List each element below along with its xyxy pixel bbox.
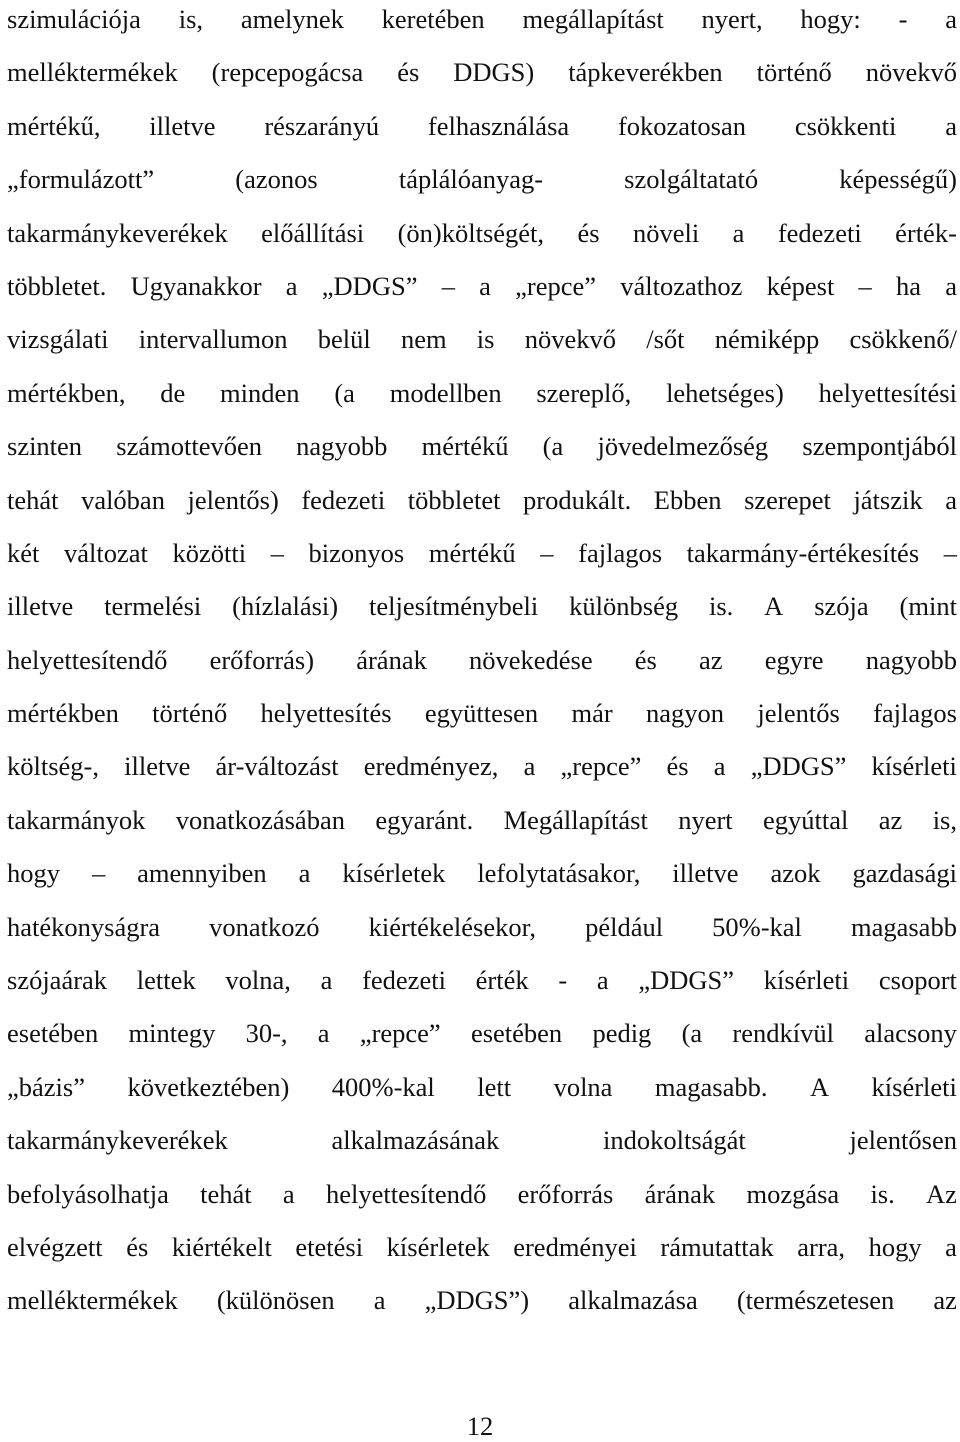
text-line (7, 854, 957, 907)
word: eredményei (513, 1231, 637, 1262)
text-line (7, 427, 957, 480)
word: kísérleti (871, 751, 957, 782)
word: nagyobb (296, 431, 388, 462)
word: „DDGS”) (424, 1285, 530, 1316)
word: hatékonyságra (7, 911, 161, 942)
word: intervallumon (138, 324, 288, 355)
word: növekedése (469, 644, 593, 675)
text-line (7, 107, 957, 160)
word: nyert (678, 804, 733, 835)
word: megállapítást (522, 4, 664, 34)
word: szójaárak (7, 965, 108, 996)
word: takarmánykeverékek (7, 1125, 228, 1156)
word: fajlagos (578, 537, 663, 568)
word: 400%-kal (331, 1071, 435, 1102)
word: nagyobb (865, 644, 957, 675)
word: jelentős (757, 698, 840, 729)
word: „DDGS” (750, 751, 847, 782)
word: hogy: (800, 4, 861, 34)
word: mozgása (746, 1178, 840, 1209)
word: lehetséges) (666, 377, 784, 408)
word: volna (553, 1071, 613, 1102)
word: pedig (592, 1018, 652, 1049)
word: amennyiben (137, 858, 267, 889)
word: helyettesítés (260, 698, 392, 729)
word: a (479, 270, 491, 301)
word: és (397, 57, 420, 88)
word: alkalmazásának (331, 1125, 500, 1156)
word: tehát (200, 1178, 252, 1209)
word: már (571, 698, 613, 729)
word: illetve (7, 591, 74, 622)
word: növeli (632, 217, 700, 248)
word: az (933, 1285, 957, 1316)
word: belül (317, 324, 371, 355)
text-line (7, 214, 957, 267)
word: is. (870, 1178, 895, 1209)
word: a (732, 217, 745, 248)
word: (mint (899, 591, 957, 622)
word: rendkívül (732, 1018, 834, 1049)
word: - (898, 4, 908, 34)
word: erőforrás) (209, 644, 315, 675)
word: - (558, 965, 568, 996)
word: a (285, 270, 298, 301)
word: vizsgálati (7, 324, 109, 355)
word: keretében (381, 4, 485, 34)
word: alacsony (864, 1018, 957, 1049)
word: etetési (295, 1231, 364, 1262)
word: termelési (104, 591, 202, 622)
word: együttesen (424, 698, 539, 729)
word: erőforrás (517, 1178, 614, 1209)
word: ha (896, 270, 922, 301)
word: – (858, 270, 872, 301)
word: következtében) (127, 1071, 290, 1102)
word: (különösen (216, 1285, 335, 1316)
word: valóban (81, 484, 165, 515)
body-paragraph (7, 0, 957, 1335)
text-line (7, 320, 957, 373)
word: a (945, 1231, 957, 1262)
word: csökkenti (794, 110, 897, 141)
word: is (476, 324, 495, 355)
word: alkalmazása (568, 1285, 698, 1316)
word: érték (475, 965, 529, 996)
word: (hízlalási) (232, 591, 339, 622)
word: befolyásolhatja (7, 1178, 169, 1209)
word: bizonyos (308, 537, 405, 568)
word: rámutattak (660, 1231, 774, 1262)
word: szója (814, 591, 869, 622)
word: szereplő, (536, 377, 632, 408)
word: magasabb. (654, 1071, 768, 1102)
word: 30-, (245, 1018, 288, 1049)
word: kísérletek (342, 858, 446, 889)
word: Ebben (653, 484, 722, 515)
word: de (160, 377, 186, 408)
word: A (809, 1071, 830, 1102)
word: melléktermékek (7, 1285, 178, 1316)
word: jelentősen (849, 1125, 957, 1156)
text-line (7, 908, 957, 961)
word: előállítási (261, 217, 365, 248)
word: például (585, 911, 664, 942)
word: és (634, 644, 657, 675)
word: Ugyanakkor (130, 270, 262, 301)
word: jelentős) (187, 484, 279, 515)
word: gazdasági (852, 858, 957, 889)
text-line (7, 267, 957, 320)
word: szimulációja (7, 4, 141, 34)
word: csökkenő/ (849, 324, 957, 355)
word: (a (681, 1018, 703, 1049)
word: helyettesítendő (325, 1178, 487, 1209)
text-line (7, 481, 957, 534)
word: takarmánykeverékek (7, 217, 228, 248)
word: mértékű (428, 537, 516, 568)
word: esetében (470, 1018, 563, 1049)
word: a (373, 1285, 386, 1316)
text-line (7, 1175, 957, 1228)
word: növekvő (524, 324, 616, 355)
word: és (126, 1231, 149, 1262)
text-line (7, 747, 957, 800)
text-line (7, 587, 957, 640)
word: egyre (764, 644, 824, 675)
text-line (7, 641, 957, 694)
word: szolgáltatató (624, 164, 759, 195)
text-line (7, 534, 957, 587)
word: teljesítménybeli (368, 591, 539, 622)
word: a (945, 484, 957, 515)
word: mértékben (7, 698, 119, 729)
word: nyert, (701, 4, 763, 34)
word: érték- (895, 217, 957, 248)
text-line (7, 160, 957, 213)
word: mértékű, (7, 110, 101, 141)
word: jövedelmezőség (597, 431, 769, 462)
word: (természetesen (736, 1285, 895, 1316)
word: a (282, 1178, 295, 1209)
text-line (7, 1068, 957, 1121)
word: takarmányok (7, 804, 146, 835)
word: szerepet (744, 484, 831, 515)
word: produkált. (523, 484, 632, 515)
text-line (7, 374, 957, 427)
word: A (764, 591, 784, 622)
word: némiképp (714, 324, 820, 355)
word: nagyon (646, 698, 725, 729)
word: illetve (124, 751, 191, 782)
word: – (441, 270, 455, 301)
word: képességű) (839, 164, 957, 195)
word: kísérleti (871, 1071, 957, 1102)
word: fedezeti (301, 484, 386, 515)
word: (azonos (235, 164, 318, 195)
word: volna, (225, 965, 291, 996)
word: (repcepogácsa (211, 57, 364, 88)
word: fedezeti (362, 965, 446, 996)
word: a (945, 4, 957, 34)
word: tehát (7, 484, 59, 515)
word: képest (766, 270, 835, 301)
word: többletet. (7, 270, 107, 301)
word: mértékben, (7, 377, 126, 408)
word: eredményez, (363, 751, 499, 782)
word: hogy (7, 858, 60, 889)
word: az (699, 644, 723, 675)
word: a (320, 965, 333, 996)
word: felhasználása (427, 110, 570, 141)
word: a (713, 751, 726, 782)
word: „DDGS” (321, 270, 418, 301)
word: a (596, 965, 609, 996)
page-number: 12 (466, 1411, 494, 1441)
word: illetve (672, 858, 739, 889)
word: táplálóanyag- (398, 164, 544, 195)
text-line (7, 961, 957, 1014)
word: takarmány-értékesítés (686, 537, 920, 568)
word: „bázis” (7, 1071, 85, 1102)
word: „repce” (515, 270, 597, 301)
word: mértékű (421, 431, 509, 462)
word: azok (770, 858, 821, 889)
word: – (943, 537, 957, 568)
word: kiértékelésekor, (368, 911, 537, 942)
word: lett (477, 1071, 512, 1102)
word: amelynek (240, 4, 344, 34)
text-line (7, 1228, 957, 1281)
word: az (878, 804, 903, 835)
word: részarányú (264, 110, 380, 141)
word: helyettesítési (818, 377, 957, 408)
word: „formulázott” (7, 164, 155, 195)
word: arra, (797, 1231, 846, 1262)
word: nem (400, 324, 447, 355)
word: indokoltságát (602, 1125, 746, 1156)
word: hogy (868, 1231, 922, 1262)
word: és (577, 217, 600, 248)
word: (a (542, 431, 564, 462)
word: ár-változást (215, 751, 339, 782)
word: árának (644, 1178, 716, 1209)
word: vonatkozó (209, 911, 320, 942)
word: szinten (7, 431, 83, 462)
word: egyúttal (763, 804, 849, 835)
word: – (270, 537, 284, 568)
word: lettek (136, 965, 196, 996)
word: a (945, 270, 957, 301)
word: növekvő (865, 57, 957, 88)
word: egyaránt. (375, 804, 474, 835)
word: változathoz (620, 270, 743, 301)
word: történő (756, 57, 832, 88)
word: magasabb (850, 911, 957, 942)
word: mintegy (128, 1018, 216, 1049)
word: „repce” (560, 751, 642, 782)
word: (a (334, 377, 355, 408)
word: is. (708, 591, 734, 622)
word: „repce” (359, 1018, 441, 1049)
text-line (7, 53, 957, 106)
word: árának (356, 644, 427, 675)
word: (ön)költségét, (397, 217, 545, 248)
word: helyettesítendő (7, 644, 168, 675)
word: – (540, 537, 554, 568)
word: két (7, 537, 40, 568)
word: változat (63, 537, 148, 568)
word: esetében (7, 1018, 99, 1049)
text-line (7, 0, 957, 53)
word: illetve (149, 110, 216, 141)
word: tápkeverékben (568, 57, 723, 88)
word: minden (220, 377, 300, 408)
word: és (666, 751, 689, 782)
word: fokozatosan (617, 110, 746, 141)
word: melléktermékek (7, 57, 178, 88)
text-line (7, 1281, 957, 1334)
word: többletet (407, 484, 501, 515)
word: Az (926, 1178, 957, 1209)
word: szempontjából (802, 431, 957, 462)
word: kiértékelt (171, 1231, 272, 1262)
word: Megállapítást (503, 804, 648, 835)
text-line (7, 801, 957, 854)
word: kísérleti (763, 965, 850, 996)
word: a (945, 110, 957, 141)
word: fajlagos (873, 698, 957, 729)
word: vonatkozásában (175, 804, 345, 835)
word: lefolytatásakor, (477, 858, 641, 889)
text-line (7, 1121, 957, 1174)
word: „DDGS” (638, 965, 735, 996)
word: a (317, 1018, 330, 1049)
word: kísérletek (386, 1231, 490, 1262)
word: számottevően (116, 431, 262, 462)
text-line (7, 1014, 957, 1067)
word: közötti (172, 537, 247, 568)
word: történő (152, 698, 228, 729)
word: csoport (878, 965, 957, 996)
word: a (298, 858, 311, 889)
word: is, (932, 804, 957, 835)
word: modellben (389, 377, 502, 408)
word: költség-, (7, 751, 99, 782)
word: DDGS) (453, 57, 535, 88)
word: /sőt (646, 324, 685, 355)
word: 50%-kal (712, 911, 802, 942)
word: fedezeti (777, 217, 862, 248)
word: különbség (569, 591, 679, 622)
text-line (7, 694, 957, 747)
word: elvégzett (7, 1231, 103, 1262)
word: is, (178, 4, 204, 34)
word: játszik (853, 484, 923, 515)
word: a (523, 751, 536, 782)
word: – (91, 858, 106, 889)
